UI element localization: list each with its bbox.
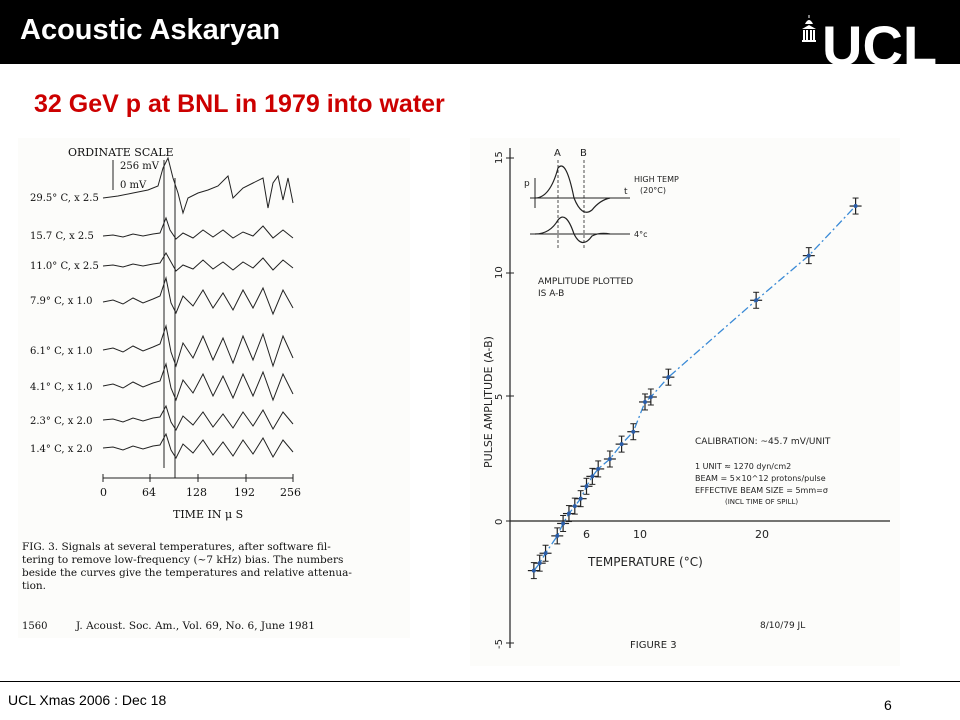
trace-label: 2.3° C, x 2.0: [30, 416, 93, 427]
trace-label: 15.7 C, x 2.5: [30, 231, 94, 242]
footer-divider: [0, 681, 960, 682]
caption-line: FIG. 3. Signals at several temperatures, after software fil-: [22, 541, 331, 553]
calibration-note: BEAM = 5×10^12 protons/pulse: [695, 474, 826, 483]
y-tick-label: 10: [494, 266, 505, 279]
y-tick-label: 15: [494, 151, 505, 164]
inset-p: p: [524, 179, 530, 189]
x-tick-label: 20: [755, 528, 769, 541]
calibration-note: CALIBRATION: ~45.7 mV/UNIT: [695, 437, 831, 447]
x-tick-label: 256: [280, 486, 301, 499]
right-scanned-figure: [470, 138, 900, 666]
trace-label: 29.5° C, x 2.5: [30, 193, 99, 204]
caption-line: beside the curves give the temperatures and relative attenua-: [22, 567, 352, 579]
citation: J. Acoust. Soc. Am., Vol. 69, No. 6, June 1981: [76, 620, 315, 632]
x-tick-label: 0: [100, 486, 107, 499]
y-tick-label: 5: [494, 393, 505, 400]
logo-text: UCL: [822, 14, 938, 66]
slide-title: Acoustic Askaryan: [20, 14, 281, 46]
trace-label: 6.1° C, x 1.0: [30, 346, 93, 357]
slide-subtitle: 32 GeV p at BNL in 1979 into water: [34, 90, 445, 118]
left-scanned-figure: [18, 138, 410, 638]
date-note: 8/10/79 JL: [760, 621, 806, 631]
trace-label: 1.4° C, x 2.0: [30, 444, 93, 455]
x-tick-label: 10: [633, 528, 647, 541]
inset-high-temp: HIGH TEMP: [634, 175, 679, 184]
inset-label-a: A: [554, 148, 561, 159]
caption-line: tering to remove low-frequency (~7 kHz) bias. The numbers: [22, 554, 344, 566]
portico-icon: [802, 15, 816, 42]
scale-top-label: 256 mV: [120, 161, 159, 172]
y-tick-label: -5: [494, 639, 505, 649]
y-axis-label: PULSE AMPLITUDE (A-B): [482, 336, 495, 468]
inset-t: t: [624, 187, 628, 197]
ordinate-scale-label: ORDINATE SCALE: [68, 146, 174, 159]
footer-text: UCL Xmas 2006 : Dec 18: [8, 692, 167, 708]
caption-line: tion.: [22, 580, 46, 592]
trace-label: 7.9° C, x 1.0: [30, 296, 93, 307]
trace-label: 11.0° C, x 2.5: [30, 261, 99, 272]
calibration-note: (INCL TIME OF SPILL): [725, 498, 799, 506]
trace-label: 4.1° C, x 1.0: [30, 382, 93, 393]
x-tick-label: 192: [234, 486, 255, 499]
x-axis-label: TEMPERATURE (°C): [588, 555, 703, 569]
citation-page: 1560: [22, 621, 48, 632]
calibration-note: EFFECTIVE BEAM SIZE = 5mm=σ: [695, 486, 828, 495]
ucl-logo: [800, 10, 960, 66]
figure-label: FIGURE 3: [630, 640, 677, 651]
header-bar: [0, 0, 960, 64]
inset-high-temp2: (20°C): [640, 186, 667, 195]
calibration-note: 1 UNIT ≈ 1270 dyn/cm2: [695, 462, 792, 471]
x-tick-label: 6: [583, 528, 590, 541]
y-tick-label: 0: [494, 518, 505, 525]
x-axis-label: TIME IN μ S: [173, 508, 244, 521]
x-tick-label: 64: [142, 486, 156, 499]
x-tick-label: 128: [186, 486, 207, 499]
scale-bottom-label: 0 mV: [120, 180, 147, 191]
page-number: 6: [884, 697, 892, 713]
inset-low-temp: 4°c: [634, 230, 648, 239]
inset-label-b: B: [580, 148, 587, 159]
amp-note: IS A-B: [538, 289, 565, 299]
amp-note: AMPLITUDE PLOTTED: [538, 277, 634, 287]
